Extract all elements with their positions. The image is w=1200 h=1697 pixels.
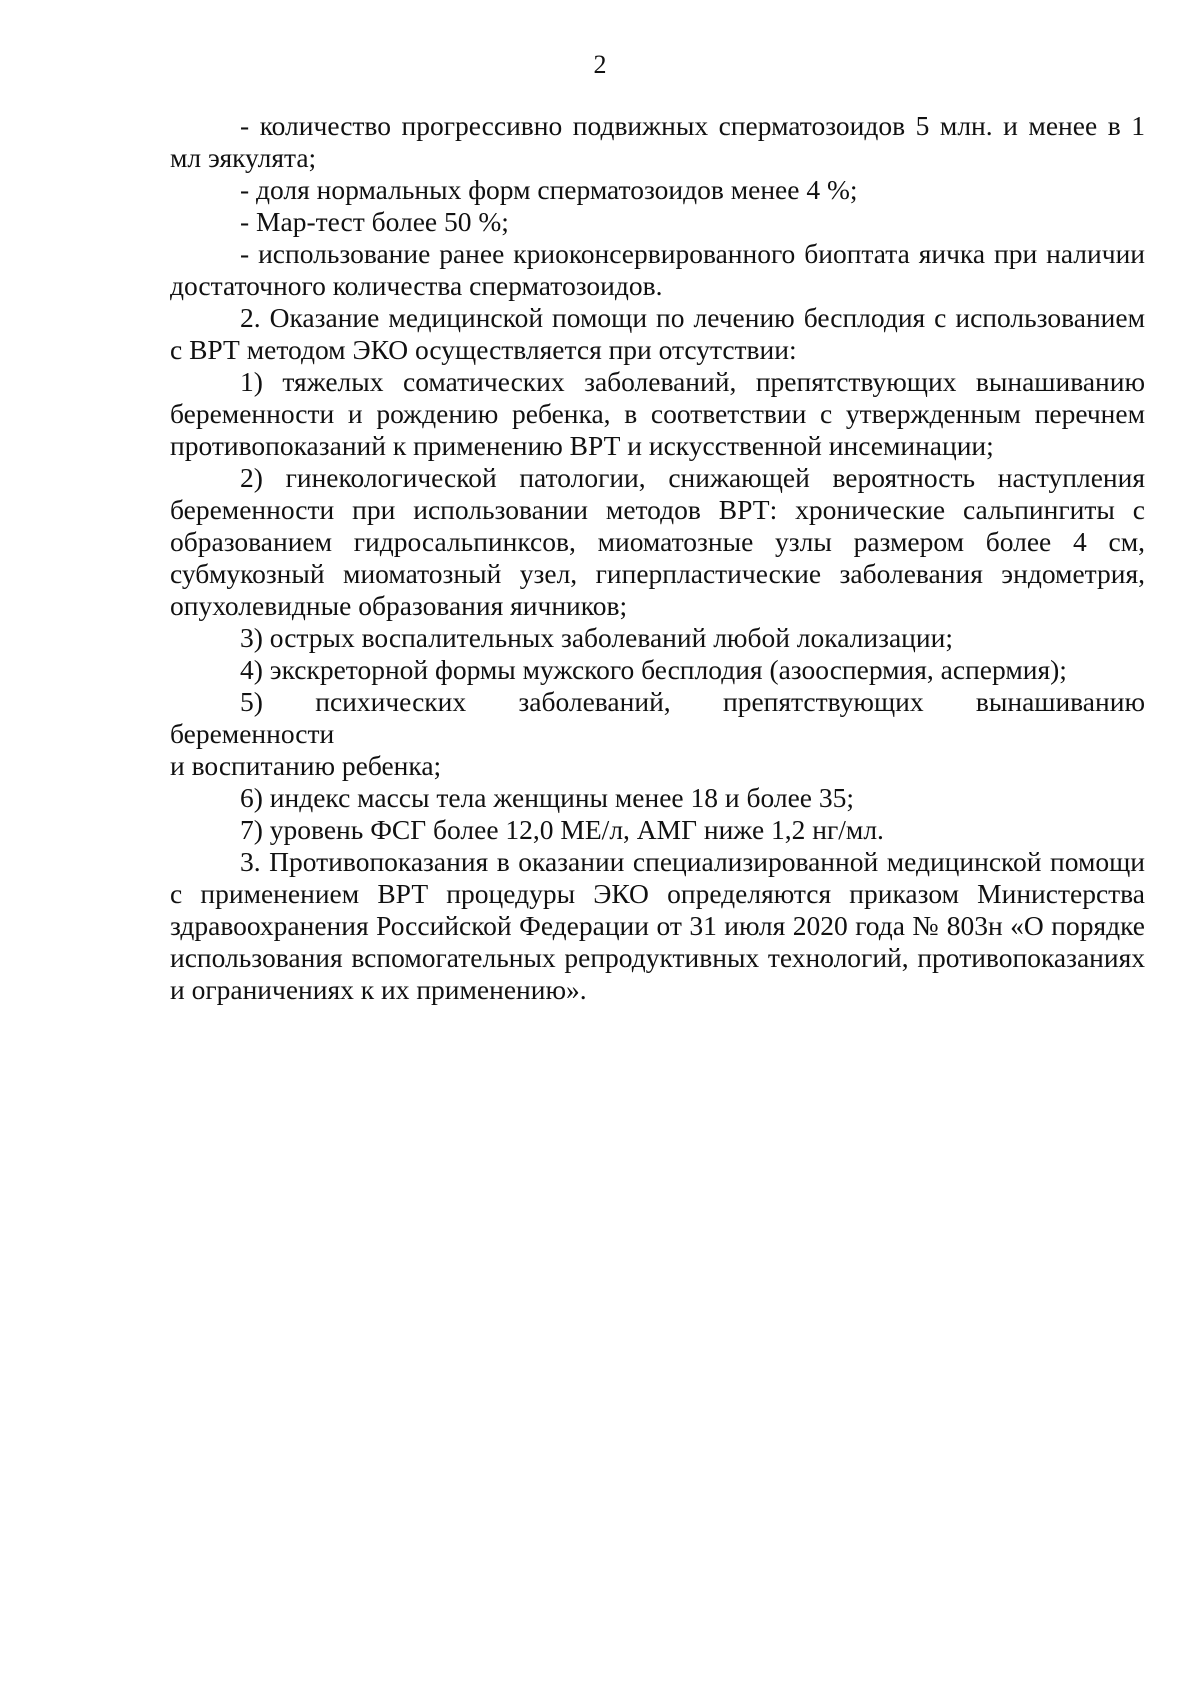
paragraph-section-3: 3. Противопоказания в оказании специализированной медицинской помощи с применением ВРТ процедуры ЭКО определяются приказом Министерства здравоохранения Российской Федерации от 31 июля 2020 года № 803н «О порядке использования вспомогательных репродуктивных технологий, противопоказаниях и ограничениях к их применению». bbox=[170, 846, 1145, 1005]
document-body bbox=[170, 110, 1145, 1006]
list-item-1: 1) тяжелых соматических заболеваний, препятствующих вынашиванию беременности и рождению ребенка, в соответствии с утвержденным перечнем противопоказаний к применению ВРТ и искусственной инсеминации; bbox=[170, 366, 1145, 461]
list-item-3: 3) острых воспалительных заболеваний любой локализации; bbox=[240, 622, 953, 653]
list-item-4: 4) экскреторной формы мужского бесплодия (азооспермия, аспермия); bbox=[240, 654, 1067, 685]
paragraph-section-2: 2. Оказание медицинской помощи по лечению бесплодия с использованием с ВРТ методом ЭКО осуществляется при отсутствии: bbox=[170, 302, 1145, 365]
paragraph-normal-forms: - доля нормальных форм сперматозоидов менее 4 %; bbox=[240, 174, 858, 205]
list-item-2: 2) гинекологической патологии, снижающей вероятность наступления беременности при использовании методов ВРТ: хронические сальпингиты с образованием гидросальпинксов, миоматозные узлы размером более 4 см, субмукозный миоматозный узел, гиперпластические заболевания эндометрия, опухолевидные образования яичников; bbox=[170, 462, 1145, 621]
paragraph-mar-test: - Мар-тест более 50 %; bbox=[240, 206, 509, 237]
paragraph-cryo-biopsy: - использование ранее криоконсервированного биоптата яичка при наличии достаточного количества сперматозоидов. bbox=[170, 238, 1145, 301]
list-item-5: 5) психических заболеваний, препятствующих вынашиванию беременности bbox=[170, 686, 1145, 749]
paragraph-sperm-count: - количество прогрессивно подвижных сперматозоидов 5 млн. и менее в 1 мл эякулята; bbox=[170, 110, 1145, 173]
list-item-6: 6) индекс массы тела женщины менее 18 и более 35; bbox=[240, 782, 855, 813]
page-number: 2 bbox=[593, 50, 607, 79]
list-item-5-continuation: и воспитанию ребенка; bbox=[170, 750, 442, 781]
list-item-7: 7) уровень ФСГ более 12,0 МЕ/л, АМГ ниже 1,2 нг/мл. bbox=[240, 814, 884, 845]
